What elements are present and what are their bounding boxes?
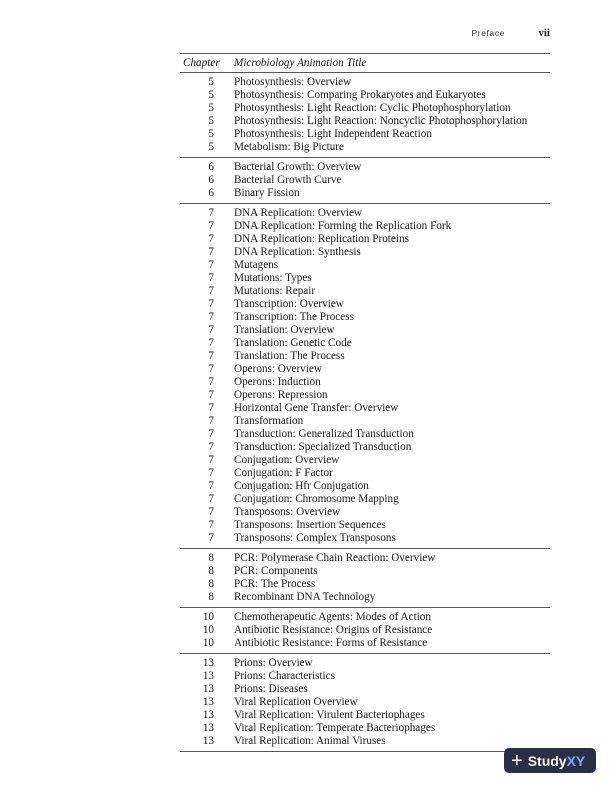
chapter-cell: 7 (208, 298, 214, 310)
title-cell: Chemotherapeutic Agents: Modes of Action (234, 611, 431, 623)
chapter-cell: 7 (208, 506, 214, 518)
title-cell: Conjugation: Hfr Conjugation (234, 480, 369, 492)
chapter-cell: 7 (208, 350, 214, 362)
table-row (180, 519, 550, 532)
table-row (180, 311, 550, 324)
table-header (180, 54, 550, 73)
table-row (180, 220, 550, 233)
title-cell: Prions: Overview (234, 657, 313, 669)
title-cell: Photosynthesis: Overview (234, 76, 352, 88)
logo-text-main: Study (527, 752, 567, 769)
chapter-cell: 7 (208, 441, 214, 453)
table-row (180, 696, 550, 709)
chapter-group (180, 204, 550, 549)
chapter-cell: 10 (202, 624, 214, 636)
title-cell: Bacterial Growth: Overview (234, 161, 362, 173)
chapter-cell: 7 (208, 285, 214, 297)
chapter-group (180, 73, 550, 158)
title-cell: Mutations: Types (234, 272, 312, 284)
table-row (180, 272, 550, 285)
title-cell: Conjugation: F Factor (234, 467, 333, 479)
header-title: Microbiology Animation Title (234, 57, 367, 69)
table-row (180, 454, 550, 467)
title-cell: Prions: Characteristics (234, 670, 335, 682)
chapter-cell: 10 (202, 611, 214, 623)
chapter-cell: 13 (202, 683, 214, 695)
title-cell: Operons: Repression (234, 389, 328, 401)
chapter-cell: 13 (202, 670, 214, 682)
chapter-cell: 6 (208, 174, 214, 186)
title-cell: Mutations: Repair (234, 285, 316, 297)
chapter-cell: 7 (208, 428, 214, 440)
table-row (180, 552, 550, 565)
table-row (180, 76, 550, 89)
chapter-cell: 5 (208, 141, 214, 153)
table-row (180, 376, 550, 389)
title-cell: Antibiotic Resistance: Forms of Resistance (234, 637, 428, 649)
chapter-group (180, 608, 550, 654)
title-cell: Viral Replication Overview (234, 696, 358, 708)
title-cell: Transformation (234, 415, 304, 427)
table-row (180, 591, 550, 604)
table-row (180, 128, 550, 141)
table-row (180, 233, 550, 246)
title-cell: DNA Replication: Forming the Replication Fork (234, 220, 452, 232)
chapter-cell: 7 (208, 532, 214, 544)
chapter-cell: 7 (208, 402, 214, 414)
logo-wordmark (528, 753, 586, 769)
table-row (180, 402, 550, 415)
table-row (180, 441, 550, 454)
table-row (180, 389, 550, 402)
table-row (180, 709, 550, 722)
chapter-cell: 7 (208, 259, 214, 271)
table-row (180, 415, 550, 428)
chapter-cell: 13 (202, 696, 214, 708)
chapter-cell: 13 (202, 735, 214, 747)
table-row (180, 324, 550, 337)
title-cell: Photosynthesis: Light Reaction: Noncyclic Photophosphorylation (234, 115, 528, 127)
table-row (180, 115, 550, 128)
title-cell: Transcription: The Process (234, 311, 354, 323)
chapter-group (180, 158, 550, 204)
table-row (180, 298, 550, 311)
chapter-cell: 13 (202, 722, 214, 734)
plus-icon: + (511, 749, 523, 772)
chapter-group (180, 549, 550, 608)
chapter-cell: 7 (208, 311, 214, 323)
table-row (180, 285, 550, 298)
title-cell: Photosynthesis: Light Reaction: Cyclic Photophosphorylation (234, 102, 511, 114)
running-head (0, 28, 612, 42)
title-cell: Transduction: Generalized Transduction (234, 428, 414, 440)
chapter-cell: 7 (208, 519, 214, 531)
title-cell: Prions: Diseases (234, 683, 308, 695)
table-row (180, 637, 550, 650)
title-cell: Antibiotic Resistance: Origins of Resistance (234, 624, 433, 636)
chapter-cell: 6 (208, 187, 214, 199)
title-cell: Viral Replication: Virulent Bacteriophages (234, 709, 425, 721)
table-row (180, 187, 550, 200)
title-cell: PCR: The Process (234, 578, 316, 590)
title-cell: Photosynthesis: Comparing Prokaryotes and Eukaryotes (234, 89, 486, 101)
chapter-cell: 7 (208, 233, 214, 245)
chapter-cell: 7 (208, 493, 214, 505)
chapter-cell: 5 (208, 128, 214, 140)
chapter-cell: 5 (208, 102, 214, 114)
chapter-cell: 7 (208, 272, 214, 284)
title-cell: DNA Replication: Overview (234, 207, 363, 219)
table-row (180, 480, 550, 493)
table-row (180, 735, 550, 748)
chapter-cell: 5 (208, 76, 214, 88)
title-cell: Operons: Induction (234, 376, 321, 388)
title-cell: Transcription: Overview (234, 298, 344, 310)
title-cell: PCR: Components (234, 565, 318, 577)
table-row (180, 363, 550, 376)
title-cell: Viral Replication: Temperate Bacteriophages (234, 722, 436, 734)
chapter-cell: 7 (208, 337, 214, 349)
chapter-cell: 7 (208, 454, 214, 466)
chapter-cell: 7 (208, 389, 214, 401)
table-row (180, 161, 550, 174)
table-row (180, 565, 550, 578)
table-row (180, 624, 550, 637)
logo-text-accent: XY (566, 752, 586, 769)
table-row (180, 611, 550, 624)
table-row (180, 683, 550, 696)
title-cell: Transposons: Insertion Sequences (234, 519, 386, 531)
table-row (180, 259, 550, 272)
table-row (180, 337, 550, 350)
chapter-cell: 13 (202, 709, 214, 721)
chapter-cell: 10 (202, 637, 214, 649)
title-cell: PCR: Polymerase Chain Reaction: Overview (234, 552, 436, 564)
title-cell: Horizontal Gene Transfer: Overview (234, 402, 399, 414)
table-row (180, 350, 550, 363)
chapter-cell: 7 (208, 363, 214, 375)
chapter-cell: 6 (208, 161, 214, 173)
table-row (180, 428, 550, 441)
chapter-cell: 7 (208, 467, 214, 479)
table-row (180, 657, 550, 670)
title-cell: Conjugation: Chromosome Mapping (234, 493, 399, 505)
studyxy-logo (504, 748, 596, 773)
chapter-cell: 7 (208, 220, 214, 232)
table-row (180, 506, 550, 519)
chapter-cell: 7 (208, 376, 214, 388)
table-row (180, 493, 550, 506)
chapter-cell: 7 (208, 415, 214, 427)
table-row (180, 722, 550, 735)
table-body (180, 73, 550, 752)
animation-table (180, 53, 550, 752)
title-cell: Mutagens (234, 259, 279, 271)
chapter-cell: 5 (208, 89, 214, 101)
chapter-cell: 7 (208, 246, 214, 258)
table-row (180, 102, 550, 115)
chapter-cell: 5 (208, 115, 214, 127)
title-cell: Bacterial Growth Curve (234, 174, 342, 186)
header-chapter: Chapter (183, 57, 220, 69)
chapter-cell: 13 (202, 657, 214, 669)
chapter-cell: 8 (208, 591, 214, 603)
chapter-cell: 8 (208, 552, 214, 564)
table-row (180, 670, 550, 683)
chapter-cell: 7 (208, 207, 214, 219)
title-cell: Operons: Overview (234, 363, 322, 375)
table-row (180, 246, 550, 259)
chapter-cell: 7 (208, 480, 214, 492)
title-cell: Photosynthesis: Light Independent Reaction (234, 128, 432, 140)
title-cell: Viral Replication: Animal Viruses (234, 735, 386, 747)
chapter-cell: 7 (208, 324, 214, 336)
table-row (180, 207, 550, 220)
chapter-group (180, 654, 550, 752)
chapter-cell: 8 (208, 578, 214, 590)
running-head-title: Preface (471, 28, 505, 38)
title-cell: Translation: The Process (234, 350, 345, 362)
table-row (180, 89, 550, 102)
table-row (180, 532, 550, 545)
title-cell: Transposons: Complex Transposons (234, 532, 396, 544)
title-cell: Binary Fission (234, 187, 300, 199)
title-cell: Translation: Overview (234, 324, 335, 336)
table-row (180, 467, 550, 480)
chapter-cell: 8 (208, 565, 214, 577)
table-row (180, 578, 550, 591)
title-cell: DNA Replication: Replication Proteins (234, 233, 409, 245)
title-cell: Transposons: Overview (234, 506, 341, 518)
title-cell: Conjugation: Overview (234, 454, 340, 466)
title-cell: Translation: Genetic Code (234, 337, 352, 349)
title-cell: Recombinant DNA Technology (234, 591, 376, 603)
table-row (180, 141, 550, 154)
title-cell: Transduction: Specialized Transduction (234, 441, 412, 453)
title-cell: Metabolism: Big Picture (234, 141, 345, 153)
table-row (180, 174, 550, 187)
page-number: vii (538, 27, 550, 39)
title-cell: DNA Replication: Synthesis (234, 246, 361, 258)
